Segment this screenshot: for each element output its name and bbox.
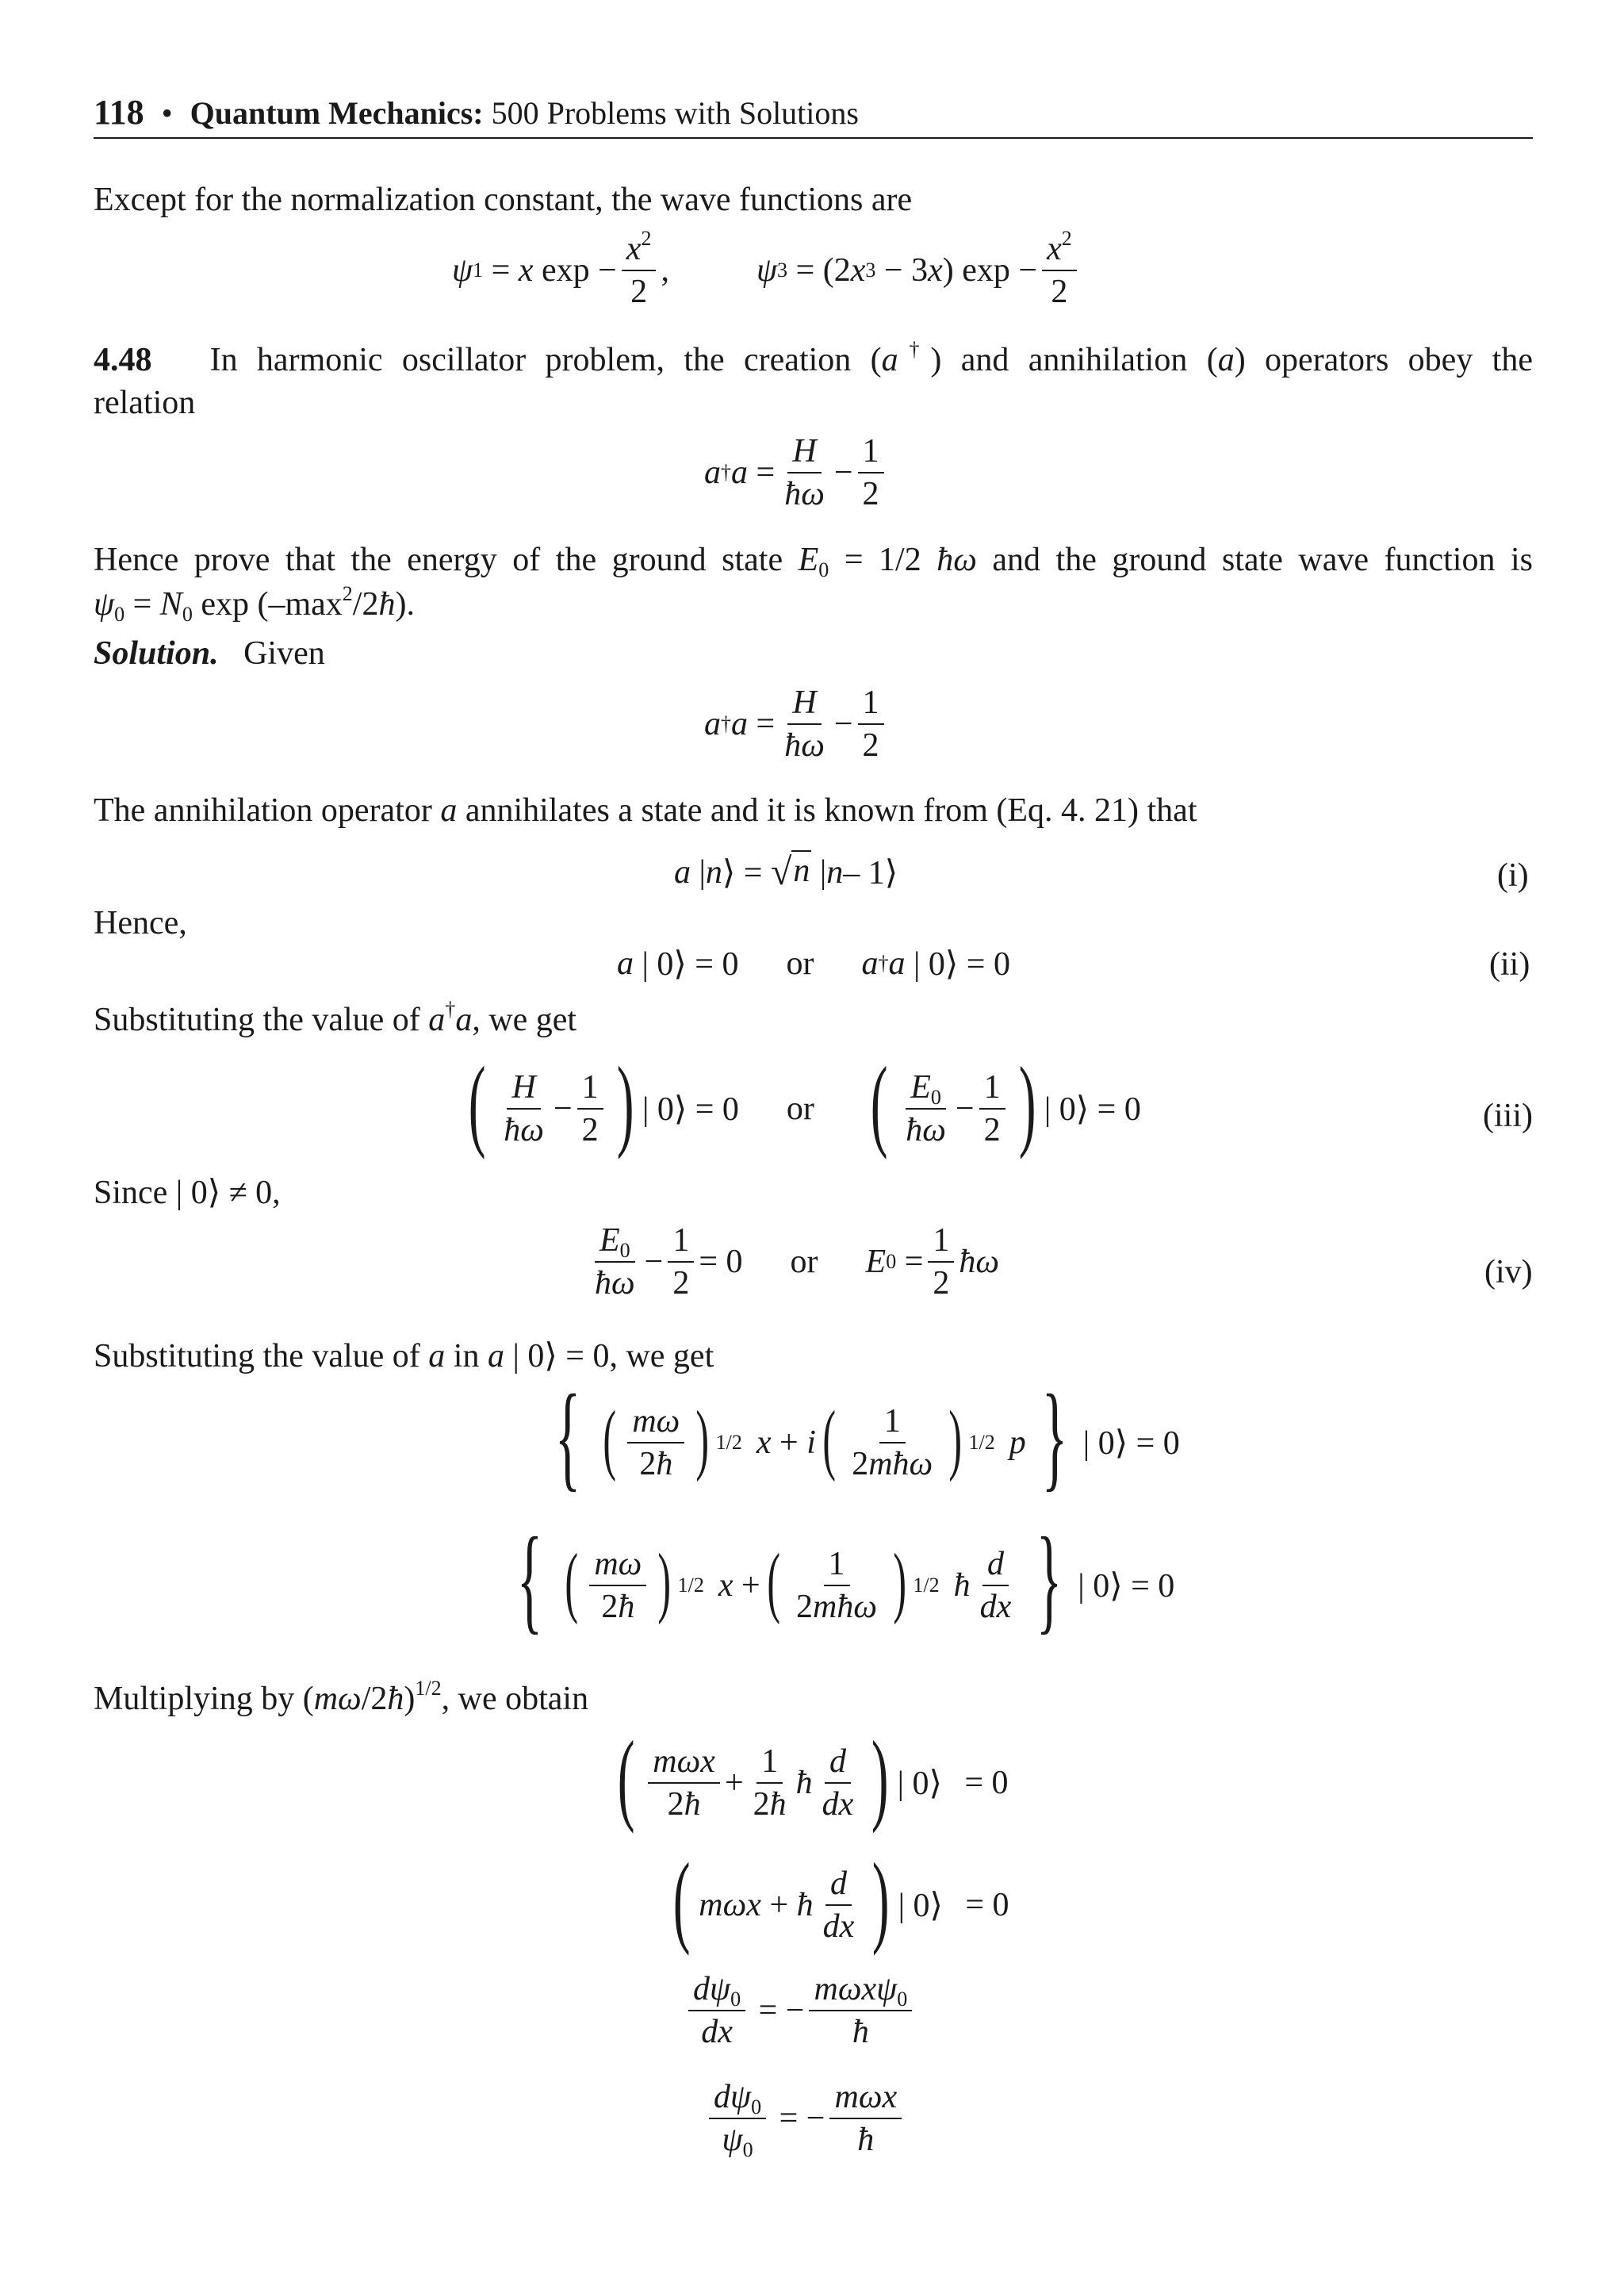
bullet-icon: •	[161, 95, 173, 131]
problem-text-relation: relation	[94, 385, 196, 421]
book-subtitle: 500 Problems with Solutions	[491, 95, 859, 131]
substituting-a-text: Substituting the value of a in a | 0⟩ = 0, we get	[94, 1338, 714, 1374]
multiplying-text: Multiplying by (mω/2ħ)$^{1/2}$, we obtain	[94, 1676, 589, 1717]
equation-dpsi-dx: $\frac{d\psi_0}{dx}$ = − $\frac{m\omega x\psi_0}{ħ}$	[684, 1970, 917, 2052]
problem-text: In harmonic oscillator problem, the creation (a†) and annihilation (a) operators obey the	[209, 337, 1533, 378]
hence-text: Hence,	[94, 905, 187, 941]
solution-heading	[94, 635, 325, 673]
equation-multiplied: ( $\frac{\text{mωx}}{2ħ}$ + $\frac{1}{2ħ}$ ħ $\frac{d}{dx}$ ) | 0⟩ = 0	[617, 1720, 1009, 1835]
page-number: 118	[94, 93, 144, 132]
equation-ata-relation: a † a = $\frac{H}{ħ\omega}$ − $\frac{1}{2}$	[704, 432, 889, 514]
equation-label-ii: (ii)	[1489, 946, 1530, 983]
prove-line-1: Hence prove that the energy of the ground state $E_0 = 1/2$ ħω and the ground state wave function is	[94, 542, 1534, 581]
equation-label-iii: (iii)	[1483, 1098, 1533, 1134]
equation-i: a | n ⟩ = √ n | n – 1⟩	[674, 851, 898, 893]
equation-simplified: ( mωx + ħ $\frac{d}{dx}$ ) | 0⟩ = 0	[672, 1842, 1009, 1957]
prove-line-2: $\psi_0 = N_0$ $\exp (-\max^2/2ħ)$.	[94, 581, 415, 626]
equation-label-i: (i)	[1497, 857, 1529, 894]
equation-iv: $\frac{E_0}{ħ\omega}$ − $\frac{1}{2}$ = 0 or E 0 = $\frac{1}{2}$ ħω	[595, 1222, 1000, 1302]
equation-operator-p: { ( $\frac{m\omega}{2ħ}$ ) 1/2 x + i ( $\frac{1}{\text{2mħω}}$ ) 1/2 p } | 0⟩ = 0	[554, 1371, 1180, 1502]
equation-wavefunctions: ψ 1 = x exp − $\frac{x^2}{2}$ , ψ 3 = (2 x 3 − 3 x ) exp − $\frac{x^2}{2}$	[452, 230, 1082, 312]
annihilation-text: The annihilation operator a annihilates a state and it is known from (Eq. 4. 21) that	[94, 792, 1197, 829]
given-text: Given	[243, 635, 325, 672]
equation-ii: a | 0⟩ = 0 or a † a | 0⟩ = 0	[617, 945, 1010, 983]
solution-label: Solution.	[94, 635, 219, 672]
equation-label-iv: (iv)	[1484, 1254, 1533, 1290]
problem-number: 4.48	[94, 342, 152, 378]
intro-text: Except for the normalization constant, the wave functions are	[94, 182, 913, 218]
equation-dpsi-psi: $\frac{d\psi_0}{\psi_0}$ = − $\frac{\text{mωx}}{ħ}$	[704, 2078, 906, 2160]
equation-iii: ( $\frac{H}{ħ\omega}$ − $\frac{1}{2}$ ) | 0⟩ = 0 or ( $\frac{E_0}{ħ\omega}$ − $\frac{1}{2}$ ) | 0⟩ = 0	[468, 1046, 1141, 1160]
equation-ata-given: a † a = $\frac{H}{ħ\omega}$ − $\frac{1}{2}$	[704, 684, 889, 765]
equation-operator-derivative: { ( $\frac{m\omega}{2ħ}$ ) 1/2 x + ( $\frac{1}{\text{2mħω}}$ ) 1/2 ħ $\frac{d}{dx}$ } | 0⟩ = 0	[516, 1513, 1175, 1645]
problem-statement	[94, 337, 1533, 379]
substituting-ata-text: Substituting the value of a†a, we get	[94, 997, 577, 1038]
running-head	[94, 92, 859, 132]
since-text: Since | 0⟩ ≠ 0,	[94, 1175, 281, 1211]
book-title: Quantum Mechanics:	[190, 95, 484, 131]
header-rule	[94, 137, 1533, 139]
